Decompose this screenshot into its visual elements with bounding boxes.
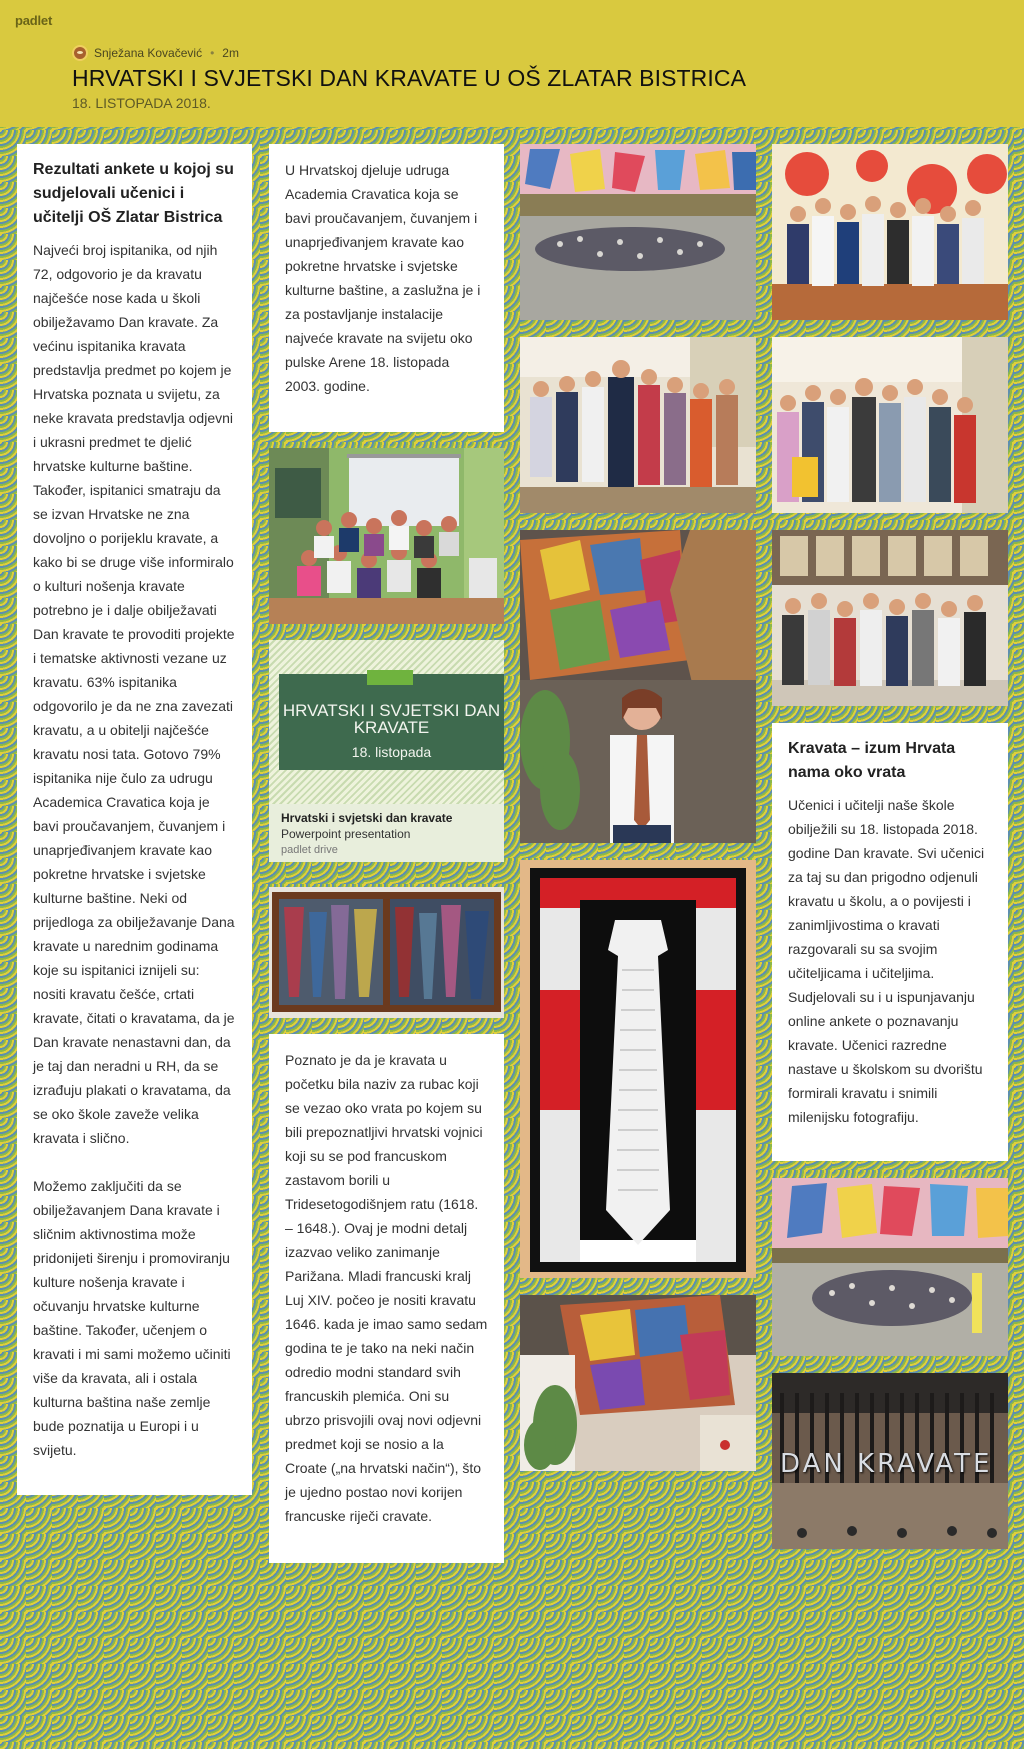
slide-accent	[367, 670, 413, 685]
photo-group-art-wall[interactable]	[772, 530, 1008, 706]
photo-courtyard-group[interactable]	[520, 144, 756, 320]
photo-hallway-group[interactable]	[520, 337, 756, 513]
attachment-source: padlet drive	[281, 844, 338, 856]
photo-class-waving[interactable]	[269, 448, 504, 624]
photo-tie-display-case[interactable]	[269, 887, 504, 1018]
author-avatar[interactable]	[72, 45, 88, 61]
slide-date: 18. listopada	[351, 744, 432, 760]
page-title: HRVATSKI I SVJETSKI DAN KRAVATE U OŠ ZLATAR BISTRICA	[72, 65, 747, 91]
post-title: Kravata – izum Hrvata nama oko vrata	[788, 740, 956, 781]
padlet-header	[0, 0, 1024, 127]
post-survey[interactable]	[17, 144, 252, 1495]
post-history[interactable]	[269, 1034, 504, 1563]
post-body: Poznato je da je kravata u početku bila naziv za rubac koji se vezao oko vrata po kojem su bili prepoznatljivi hrvatski vojnici koji su se pod francuskom zastavom borili u Tridesetogodišnjem ratu (1618. – 1648.). Ovaj je modni detalj izazvao veliko zanimanje Parižana. Mladi francuski kralj Luj XIV. počeo je nositi kravatu 1646. kada je imao samo sedam godina te je tako na neki način odredio modni standard svih francuskih plemića. Oni su ubrzo prisvojili ovaj novi odjevni predmet koji se nosio a la Croate („na hrvatski način“), što je ujedno postao novi korijen francuske riječi cravate.	[285, 1052, 488, 1524]
presentation-attachment[interactable]	[269, 640, 504, 862]
slide-title: HRVATSKI I SVJETSKI DAN KRAVATE	[282, 701, 501, 737]
presentation-thumbnail	[269, 640, 504, 804]
post-invention[interactable]	[772, 723, 1008, 1161]
photo-tie-mural-teacher[interactable]	[520, 530, 756, 843]
author-name[interactable]: Snježana Kovačević	[94, 46, 203, 60]
photo-tie-poster[interactable]	[520, 860, 756, 1278]
presentation-slide	[279, 674, 504, 770]
separator-dot: •	[210, 46, 215, 60]
post-body: U Hrvatskoj djeluje udruga Academia Cravatica koja se bavi proučavanjem, čuvanjem i unaprjeđivanjem kravate kao pokretne hrvatske i svjetske kulturne baštine, a zaslužna je i za postavljanje instalacije najveće kravate na svijetu oko pulske Arene 18. listopada 2003. godine.	[285, 162, 481, 394]
post-title: Rezultati ankete u kojoj su sudjelovali učenici i učitelji OŠ Zlatar Bistrica	[33, 161, 234, 226]
author-line	[72, 45, 239, 61]
attachment-info	[269, 804, 504, 862]
photo-dan-kravate-sign[interactable]	[772, 1373, 1008, 1549]
photo-group-hallway-2[interactable]	[772, 337, 1008, 513]
photo-tie-mural-stairs[interactable]	[520, 1295, 756, 1471]
sign-text: DAN KRAVATE	[780, 1449, 993, 1479]
page-subtitle: 18. LISTOPADA 2018.	[72, 95, 211, 111]
post-time: 2m	[222, 46, 239, 60]
photo-group-red-circles[interactable]	[772, 144, 1008, 320]
photo-courtyard-tie-formation[interactable]	[772, 1178, 1008, 1356]
post-body: Učenici i učitelji naše škole obilježili su 18. listopada 2018. godine Dan kravate. Svi učenici za taj su dan prigodno odjenuli kravatu u školu, a o povijesti i zanimljivostima o kravati razgovarali su sa svojim učiteljicama i učiteljima. Sudjelovali su i u ispunjavanju online ankete o poznavanju kravate. Učenici razredne nastave u školskom su dvorištu formirali kravatu i snimili milenijsku fotografiju.	[788, 797, 985, 1125]
attachment-name: Hrvatski i svjetski dan kravate	[281, 811, 453, 825]
post-academia[interactable]	[269, 144, 504, 432]
padlet-logo[interactable]: padlet	[15, 13, 53, 28]
post-body: Najveći broj ispitanika, od njih 72, odgovorio je da kravatu najčešće nose kada u školi obilježavamo Dan kravate. Za većinu ispitanika kravata predstavlja predmet po kojem je Hrvatska poznata u svijetu, za neke kravata predstavlja odjevni i ukrasni predmet te djelić hrvatske kulturne baštine. Također, ispitanici smatraju da se izvan Hrvatske ne zna dovoljno o porijeklu kravate, a kako bi se druge više informiralo o kulturi nošenja kravate potrebno je i dalje obilježavati Dan kravate te provoditi projekte i tematske aktivnosti vezane uz kravatu. 63% ispitanika odgovorilo je da ne zna zavezati kravatu, a u obitelji najčešće kravatu nosi tata. Gotovo 79% ispitanika nije čulo za udrugu Academica Cravatica koja je bavi proučavanjem, čuvanjem i unaprjeđivanjem kravate kao pokretne hrvatske i svjetske kulturne baštine. Neki od prijedloga za obilježavanje Dana kravate u narednim godinama koje su ispitanici iznijeli su: nositi kravatu češće, crtati kravate, čitati o kravatama, da je Dan kravate nenastavni dan, da je taj dan neradni u RH, da se izrađuju plakati o kravatama, da se oko škole zaveže velika kravata i slično. Možemo zaključiti da se obilježavanjem Dana kravate i sličnim aktivnostima može pridonijeti širenju i promoviranju kulture nošenja kravate i očuvanju hrvatske kulturne baštine. Također, učenjem o kravati i mi sami možemo učiniti više da kravata, ali i ostala kulturna baština naše zemlje bude poznatija u Europi i u svijetu.	[33, 242, 235, 1458]
attachment-description: Powerpoint presentation	[281, 827, 411, 841]
